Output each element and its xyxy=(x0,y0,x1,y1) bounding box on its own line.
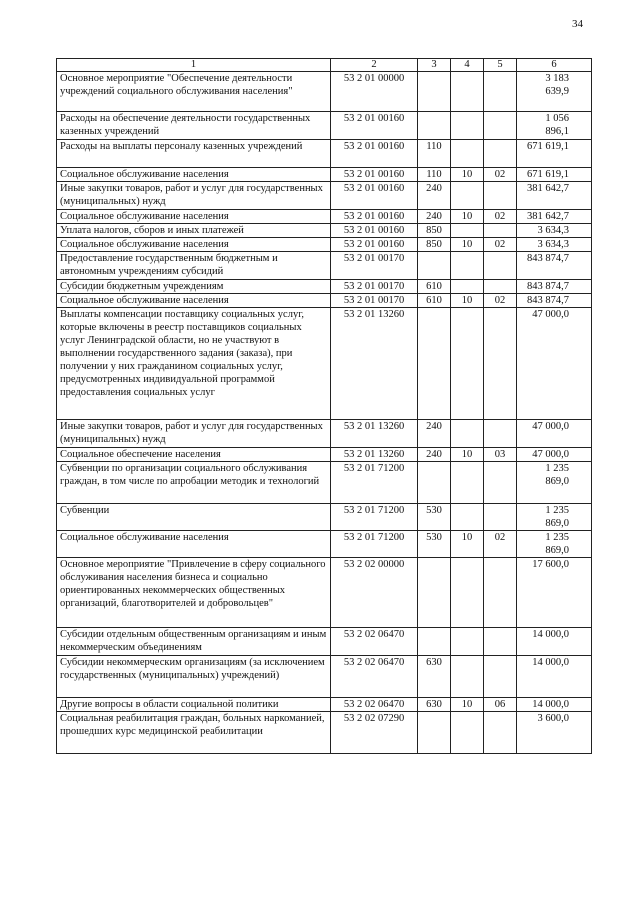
row-col3-cell: 850 xyxy=(418,224,451,238)
row-amount-cell: 671 619,1 xyxy=(517,140,592,168)
row-code-cell: 53 2 01 00170 xyxy=(331,294,418,308)
row-col3-cell xyxy=(418,558,451,628)
table-row xyxy=(57,462,592,504)
row-code-cell: 53 2 01 00000 xyxy=(331,72,418,112)
row-amount-cell: 843 874,7 xyxy=(517,294,592,308)
row-code-cell: 53 2 01 00160 xyxy=(331,168,418,182)
table-row xyxy=(57,182,592,210)
row-col5-cell xyxy=(484,420,517,448)
row-code-cell: 53 2 02 07290 xyxy=(331,712,418,754)
row-col5-cell xyxy=(484,558,517,628)
header-cell: 2 xyxy=(331,59,418,72)
row-amount-cell: 843 874,7 xyxy=(517,252,592,280)
row-col5-cell: 02 xyxy=(484,210,517,224)
row-name-cell: Иные закупки товаров, работ и услуг для государственных (муниципальных) нужд xyxy=(57,420,331,448)
row-col5-cell xyxy=(484,112,517,140)
row-name-cell: Субсидии бюджетным учреждениям xyxy=(57,280,331,294)
row-col3-cell: 610 xyxy=(418,294,451,308)
row-code-cell: 53 2 01 00160 xyxy=(331,112,418,140)
row-col5-cell xyxy=(484,308,517,420)
row-col5-cell xyxy=(484,504,517,531)
table-row xyxy=(57,224,592,238)
row-col3-cell: 850 xyxy=(418,238,451,252)
row-col5-cell: 02 xyxy=(484,168,517,182)
row-col3-cell: 110 xyxy=(418,140,451,168)
row-code-cell: 53 2 02 06470 xyxy=(331,628,418,656)
row-col4-cell xyxy=(451,112,484,140)
row-amount-cell: 1 056 896,1 xyxy=(517,112,592,140)
header-cell: 3 xyxy=(418,59,451,72)
row-col5-cell: 06 xyxy=(484,698,517,712)
row-code-cell: 53 2 02 06470 xyxy=(331,698,418,712)
row-name-cell: Иные закупки товаров, работ и услуг для государственных (муниципальных) нужд xyxy=(57,182,331,210)
row-name-cell: Социальное обслуживание населения xyxy=(57,210,331,224)
row-col4-cell xyxy=(451,656,484,698)
row-col4-cell xyxy=(451,558,484,628)
row-col4-cell: 10 xyxy=(451,168,484,182)
row-code-cell: 53 2 01 71200 xyxy=(331,504,418,531)
table-row xyxy=(57,280,592,294)
row-code-cell: 53 2 01 71200 xyxy=(331,462,418,504)
row-col3-cell xyxy=(418,712,451,754)
row-code-cell: 53 2 01 00160 xyxy=(331,140,418,168)
row-name-cell: Расходы на обеспечение деятельности государственных казенных учреждений xyxy=(57,112,331,140)
row-col3-cell: 630 xyxy=(418,698,451,712)
header-cell: 6 xyxy=(517,59,592,72)
row-amount-cell: 3 183 639,9 xyxy=(517,72,592,112)
row-amount-cell: 1 235 869,0 xyxy=(517,504,592,531)
row-name-cell: Социальное обслуживание населения xyxy=(57,294,331,308)
row-col3-cell: 110 xyxy=(418,168,451,182)
row-name-cell: Уплата налогов, сборов и иных платежей xyxy=(57,224,331,238)
row-col5-cell xyxy=(484,140,517,168)
table-row xyxy=(57,72,592,112)
row-code-cell: 53 2 02 06470 xyxy=(331,656,418,698)
table-row xyxy=(57,558,592,628)
row-col5-cell: 02 xyxy=(484,238,517,252)
table-row xyxy=(57,656,592,698)
row-col5-cell xyxy=(484,712,517,754)
row-col4-cell: 10 xyxy=(451,238,484,252)
row-col5-cell: 02 xyxy=(484,531,517,558)
table-row xyxy=(57,504,592,531)
header-cell: 4 xyxy=(451,59,484,72)
row-name-cell: Другие вопросы в области социальной политики xyxy=(57,698,331,712)
row-amount-cell: 1 235 869,0 xyxy=(517,462,592,504)
row-code-cell: 53 2 01 13260 xyxy=(331,448,418,462)
row-col3-cell xyxy=(418,462,451,504)
row-code-cell: 53 2 01 00160 xyxy=(331,224,418,238)
row-col3-cell: 240 xyxy=(418,182,451,210)
row-amount-cell: 3 634,3 xyxy=(517,238,592,252)
row-col3-cell: 530 xyxy=(418,531,451,558)
row-amount-cell: 14 000,0 xyxy=(517,698,592,712)
budget-table xyxy=(56,58,592,754)
row-amount-cell: 381 642,7 xyxy=(517,182,592,210)
table-row xyxy=(57,698,592,712)
row-col4-cell: 10 xyxy=(451,294,484,308)
row-col4-cell xyxy=(451,462,484,504)
table-row xyxy=(57,112,592,140)
row-col4-cell xyxy=(451,140,484,168)
row-col5-cell: 02 xyxy=(484,294,517,308)
row-code-cell: 53 2 01 00160 xyxy=(331,210,418,224)
row-col4-cell: 10 xyxy=(451,448,484,462)
table-row xyxy=(57,252,592,280)
row-col3-cell xyxy=(418,628,451,656)
row-code-cell: 53 2 01 00160 xyxy=(331,182,418,210)
row-col3-cell: 240 xyxy=(418,420,451,448)
row-col3-cell: 630 xyxy=(418,656,451,698)
table-row xyxy=(57,420,592,448)
row-amount-cell: 47 000,0 xyxy=(517,308,592,420)
row-name-cell: Социальное обслуживание населения xyxy=(57,531,331,558)
header-cell: 5 xyxy=(484,59,517,72)
row-col4-cell xyxy=(451,420,484,448)
row-col4-cell xyxy=(451,308,484,420)
row-col4-cell: 10 xyxy=(451,531,484,558)
row-col5-cell xyxy=(484,656,517,698)
row-code-cell: 53 2 01 00170 xyxy=(331,252,418,280)
header-row xyxy=(57,59,592,72)
row-col5-cell xyxy=(484,462,517,504)
row-col5-cell xyxy=(484,252,517,280)
row-col5-cell xyxy=(484,72,517,112)
row-col4-cell xyxy=(451,182,484,210)
row-name-cell: Субсидии отдельным общественным организациям и иным некоммерческим объединениям xyxy=(57,628,331,656)
table-row xyxy=(57,168,592,182)
row-amount-cell: 14 000,0 xyxy=(517,656,592,698)
row-col3-cell xyxy=(418,72,451,112)
row-amount-cell: 671 619,1 xyxy=(517,168,592,182)
row-col3-cell xyxy=(418,308,451,420)
row-name-cell: Субвенции по организации социального обслуживания граждан, в том числе по апробации методик и технологий xyxy=(57,462,331,504)
table-row xyxy=(57,308,592,420)
table-row xyxy=(57,210,592,224)
table-row xyxy=(57,628,592,656)
row-amount-cell: 47 000,0 xyxy=(517,448,592,462)
row-col5-cell: 03 xyxy=(484,448,517,462)
table-row xyxy=(57,531,592,558)
row-amount-cell: 17 600,0 xyxy=(517,558,592,628)
row-name-cell: Субвенции xyxy=(57,504,331,531)
table-row xyxy=(57,294,592,308)
row-code-cell: 53 2 01 13260 xyxy=(331,308,418,420)
row-col4-cell xyxy=(451,280,484,294)
row-col5-cell xyxy=(484,182,517,210)
row-name-cell: Выплаты компенсации поставщику социальных услуг, которые включены в реестр поставщиков социальных услуг Ленинградской области, но не участвуют в выполнении государственного задания (заказа), при получении у них гражданином социальных услуг, предусмотренных индивидуальной программой предоставления социальных услуг xyxy=(57,308,331,420)
table-row xyxy=(57,238,592,252)
row-name-cell: Предоставление государственным бюджетным и автономным учреждениям субсидий xyxy=(57,252,331,280)
row-code-cell: 53 2 01 00170 xyxy=(331,280,418,294)
row-code-cell: 53 2 01 71200 xyxy=(331,531,418,558)
row-col4-cell xyxy=(451,252,484,280)
table-row xyxy=(57,448,592,462)
row-col4-cell xyxy=(451,504,484,531)
row-amount-cell: 14 000,0 xyxy=(517,628,592,656)
row-amount-cell: 47 000,0 xyxy=(517,420,592,448)
row-name-cell: Социальное обслуживание населения xyxy=(57,168,331,182)
row-code-cell: 53 2 01 00160 xyxy=(331,238,418,252)
row-col5-cell xyxy=(484,280,517,294)
row-name-cell: Расходы на выплаты персоналу казенных учреждений xyxy=(57,140,331,168)
row-col3-cell xyxy=(418,112,451,140)
row-col3-cell: 240 xyxy=(418,448,451,462)
row-name-cell: Социальное обслуживание населения xyxy=(57,238,331,252)
row-name-cell: Субсидии некоммерческим организациям (за исключением государственных (муниципальных) учреждений) xyxy=(57,656,331,698)
row-name-cell: Основное мероприятие "Привлечение в сферу социального обслуживания населения бизнеса и социально ориентированных некоммерческих общественных организаций, благотворителей и добровольцев" xyxy=(57,558,331,628)
row-amount-cell: 381 642,7 xyxy=(517,210,592,224)
row-name-cell: Социальная реабилитация граждан, больных наркоманией, прошедших курс медицинской реабилитации xyxy=(57,712,331,754)
table-row xyxy=(57,140,592,168)
table-row xyxy=(57,712,592,754)
page-number: 34 xyxy=(572,18,583,30)
row-col4-cell xyxy=(451,628,484,656)
row-code-cell: 53 2 02 00000 xyxy=(331,558,418,628)
row-amount-cell: 3 600,0 xyxy=(517,712,592,754)
row-amount-cell: 1 235 869,0 xyxy=(517,531,592,558)
row-code-cell: 53 2 01 13260 xyxy=(331,420,418,448)
row-col4-cell xyxy=(451,224,484,238)
row-amount-cell: 843 874,7 xyxy=(517,280,592,294)
header-cell: 1 xyxy=(57,59,331,72)
row-col4-cell: 10 xyxy=(451,210,484,224)
row-col3-cell: 610 xyxy=(418,280,451,294)
row-name-cell: Социальное обеспечение населения xyxy=(57,448,331,462)
row-col5-cell xyxy=(484,628,517,656)
row-col3-cell: 530 xyxy=(418,504,451,531)
row-col5-cell xyxy=(484,224,517,238)
row-name-cell: Основное мероприятие "Обеспечение деятельности учреждений социального обслуживания населения" xyxy=(57,72,331,112)
row-col3-cell xyxy=(418,252,451,280)
row-col4-cell: 10 xyxy=(451,698,484,712)
row-col3-cell: 240 xyxy=(418,210,451,224)
row-col4-cell xyxy=(451,712,484,754)
row-amount-cell: 3 634,3 xyxy=(517,224,592,238)
row-col4-cell xyxy=(451,72,484,112)
